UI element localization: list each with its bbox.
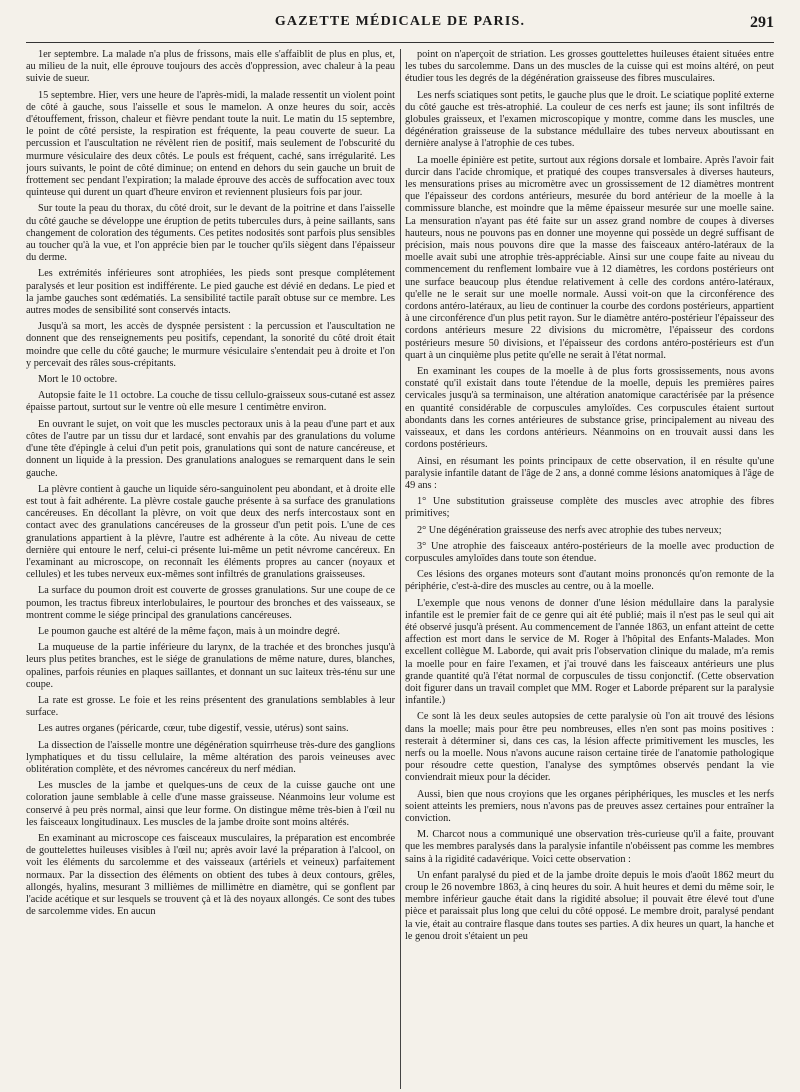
paragraph: La rate est grosse. Le foie et les reins présentent des granulations semblables à leur surface. xyxy=(26,694,395,719)
paragraph: 3° Une atrophie des faisceaux antéro-postérieurs de la moelle avec production de corpuscules amyloïdes dans toute son étendue. xyxy=(405,540,774,564)
paragraph: Ces lésions des organes moteurs sont d'autant moins prononcés qu'on remonte de la périphérie, c'est-à-dire des muscles au centre, ou à la moelle. xyxy=(405,569,774,593)
paragraph: Sur toute la peau du thorax, du côté droit, sur le devant de la poitrine et dans l'aisselle du côté gauche se développe une éruption de petits tubercules durs, à peine saillants, sans changement de coloration des téguments. Ces petites nodosités sont parfois plus sensibles au toucher qu'à la vue, et l'on apprécie bien par le toucher qu'ils siègent dans l'épaisseur du derme. xyxy=(26,203,395,264)
paragraph: Les nerfs sciatiques sont petits, le gauche plus que le droit. Le sciatique poplité externe du côté gauche est très-atrophié. La couleur de ces nerfs est jaune; ils sont infiltrés de globules graisseux, et l'examen microscopique y montre, comme dans les muscles, une dégénération graisseuse de la substance médullaire des tubes nerveux aboutissant en dernière analyse à l'atrophie de ces tubes. xyxy=(405,89,774,150)
paragraph: point on n'aperçoit de striation. Les grosses gouttelettes huileuses étaient situées entre les tubes du sarcolemme. Dans un des muscles de la cuisse qui est moins altéré, on peut étudier tous les degrés de la dégénération graisseuse des fibres musculaires. xyxy=(405,49,774,85)
page-header xyxy=(26,14,774,43)
journal-title: GAZETTE MÉDICALE DE PARIS. xyxy=(274,14,526,29)
paragraph: La moelle épinière est petite, surtout aux régions dorsale et lombaire. Après l'avoir fait durcir dans l'acide chromique, et pratiqué des coupes transversales à diverses hauteurs, les mensurations prises au micromètre avec un grossissement de 12 diamètres montrent que l'épaisseur des cordons antérieurs, mesurée du bord antérieur de la moelle à la commissure blanche, est moindre que la même épaisseur mesurée sur une moelle saine. La mensuration n'ayant pas été faite sur un assez grand nombre de coupes à diverses hauteurs, nous ne pouvons pas en donner une moyenne qui possède un degré suffisant de précision, mais nous pouvons dire que la masse des faisceaux antéro-latéraux de la moelle avait subi une atrophie très-appréciable. Ainsi sur une coupe faite au niveau du commencement du renflement lombaire vue à 12 diamètres, les cordons postérieurs ont une surface beaucoup plus étendue relativement à celle des cordons antéro-latéraux, qu'elle ne le serait sur une moelle normale. Aussi voit-on que la circonférence des cordons antéro-latéraux, au lieu de continuer la courbe des cordons postérieurs, appartient à une circonférence d'un plus petit rayon. Sur le diamètre antéro-postérieur l'épaisseur des cordons antérieurs mesure 22 divisions du micromètre, l'épaisseur des cordons postérieurs mesure 50 divisions, et l'épaisseur des cordons antéro-postérieurs est d'un quart à un cinquième plus petite qu'elle ne serait à l'état normal. xyxy=(405,154,774,361)
paragraph: La surface du poumon droit est couverte de grosses granulations. Sur une coupe de ce poumon, les tractus fibreux interlobulaires, le pourtour des bronches et des vaisseaux, se montrent comme le siége principal des granulations cancéreuses. xyxy=(26,585,395,621)
paragraph: Les muscles de la jambe et quelques-uns de ceux de la cuisse gauche ont une coloration jaune semblable à celle d'une masse graisseuse. Néanmoins leur volume est conservé à peu près normal, ainsi que leur forme. On distingue même très-bien à l'œil nu les faisceaux longitudinaux. Les muscles de la jambe droite sont moins altérés. xyxy=(26,780,395,828)
paragraph: 2° Une dégénération graisseuse des nerfs avec atrophie des tubes nerveux; xyxy=(417,524,722,536)
paragraph: Autopsie faite le 11 octobre. La couche de tissu cellulo-graisseux sous-cutané est assez épaisse partout, surtout sur le ventre où elle mesure 1 centimètre environ. xyxy=(26,390,395,414)
page-number: 291 xyxy=(750,14,774,31)
paragraph: Mort le 10 octobre. xyxy=(38,374,118,386)
paragraph: 15 septembre. Hier, vers une heure de l'après-midi, la malade ressentit un violent point de côté à gauche, sous l'aisselle et sous le mamelon. A onze heures du soir, accès d'étouffement, frisson, chaleur et fièvre pendant toute la nuit. Le matin du 15 septembre, le point de côté persiste, la respiration est fréquente, la peau couverte de sueur. La percussion et l'auscultation ne révèlent rien de positif, mais seulement de l'obscurité du murmure vésiculaire des deux côtés. Le pouls est fréquent, caché, sans irrégularité. Les jours suivants, le point de côté diminue; on entend en dehors du sein gauche un bruit de frottement sec pendant l'expiration; la malade éprouve des accès de suffocation avec toux quinteuse qui durent un quart d'heure environ et reviennent plusieurs fois par jour. xyxy=(26,89,395,199)
paragraph: 1° Une substitution graisseuse complète des muscles avec atrophie des fibres primitives; xyxy=(405,496,774,520)
paragraph: La dissection de l'aisselle montre une dégénération squirrheuse très-dure des ganglions lymphatiques et du tissu cellulaire, la même altération des parois veineuses avec oblitération complète, et des névromes cancéreux du nerf médian. xyxy=(26,739,395,775)
paragraph: Les autres organes (péricarde, cœur, tube digestif, vessie, utérus) sont sains. xyxy=(38,723,349,735)
paragraph: En examinant les coupes de la moelle à de plus forts grossissements, nous avons constaté qu'il existait dans toute l'étendue de la moelle, depuis les premières paires cervicales jusqu'à sa terminaison, une altération anatomique caractérisée par la présence en quantité considérable de corpuscules amyloïdes. Ces corpuscules étaient surtout abondants dans les cornes antérieures de substance grise, principalement au niveau des vaisseaux, et dans les cordons antérieurs. Néanmoins on en trouvait aussi dans les cordons postérieurs. xyxy=(405,366,774,451)
paragraph: Les extrémités inférieures sont atrophiées, les pieds sont presque complétement paralysés et leur position est indifférente. Le pied gauche est dévié en dedans. Le pied et la jambe gauches sont œdématiés. La sensibilité tactile paraît obtuse sur ce membre. Les autres modes de sensibilité sont conservés intacts. xyxy=(26,268,395,317)
paragraph: La muqueuse de la partie inférieure du larynx, de la trachée et des bronches jusqu'à leurs plus petites branches, est le siége de granulations de même nature, dures, blanches, opalines, parfois réunies en plaques saillantes, et donnant un suc laiteux très-ténu sur une coupe. xyxy=(26,642,395,690)
paragraph: La plèvre contient à gauche un liquide séro-sanguinolent peu abondant, et à droite elle est tout à fait adhérente. La plèvre costale gauche présente à sa surface des granulations cancéreuses. En décollant la plèvre, on voit que deux des nerfs intercostaux sont en contact avec des granulations cancéreuses de la grosseur d'un petit pois. L'une de ces granulations appartient à la plèvre, l'autre est adhérente à la côte. Au niveau de cette dernière qui entoure le nerf, celui-ci présente lui-même un petit névrome cancéreux. En l'examinant au microscope, on reconnaît les éléments propres au cancer (noyaux et cellules) et les tubes nerveux eux-mêmes sont infiltrés de granulations graisseuses. xyxy=(26,483,395,581)
paragraph: Aussi, bien que nous croyions que les organes périphériques, les muscles et les nerfs soient atteints les premiers, nous n'avons pas de preuves assez certaines pour entraîner la conviction. xyxy=(405,788,774,824)
right-column xyxy=(405,49,774,1089)
paragraph: En ouvrant le sujet, on voit que les muscles pectoraux unis à la peau d'une part et aux côtes de l'autre par un tissu dur et lardacé, sont envahis par des granulations du volume d'une tête d'épingle à celui d'un petit pois, granulations qui sont de nature cancéreuse, et donnent un liquide à la pression. Des granulations analogues se remarquent dans le sein gauche. xyxy=(26,418,395,479)
paragraph: Un enfant paralysé du pied et de la jambe droite depuis le mois d'août 1862 meurt du croup le 26 novembre 1863, à cinq heures du soir. A huit heures et demi du même soir, le membre inférieur gauche était dans la rigidité absolue; il pouvait être élevé tout d'une pièce et paraissait plus long que celui du côté opposé. Le membre droit, paralysé pendant la vie, était au contraire flasque dans toutes ses parties. A dix heures un quart, la hanche et le genou droit s'étaient un peu xyxy=(405,869,774,942)
paragraph: M. Charcot nous a communiqué une observation très-curieuse qu'il a faite, prouvant que les membres paralysés dans la paralysie infantile n'obéissent pas comme les membres sains à la rigidité cadavérique. Voici cette observation : xyxy=(405,829,774,865)
paragraph: Ainsi, en résumant les points principaux de cette observation, il en résulte qu'une paralysie infantile datant de l'âge de 2 ans, a donné comme lésions anatomiques à l'âge de 49 ans : xyxy=(405,455,774,491)
paragraph: Jusqu'à sa mort, les accès de dyspnée persistent : la percussion et l'auscultation ne donnent que des renseignements peu positifs, cependant, la sonorité du côté droit était moindre que celle du côté gauche; le murmure vésiculaire s'entendait peu à droite et l'on y percevait des râles sous-crépitants. xyxy=(26,321,395,369)
paragraph: Le poumon gauche est altéré de la même façon, mais à un moindre degré. xyxy=(38,625,340,637)
paragraph: En examinant au microscope ces faisceaux musculaires, la préparation est encombrée de gouttelettes huileuses visibles à l'œil nu; après avoir lavé la préparation à l'alcool, on voit les éléments du sarcolemme et des vaisseaux (artériels et veineux) parfaitement normaux. Par la dissection des éléments on obtient des tubes à deux contours, grêles, allongés, hyalins, mesurant 3 millièmes de millimètre en diamètre, qui se gonflent par l'acide acétique et sur lesquels se trouvent çà et là des noyaux allongés. Ce sont des tubes de sarcolemme vides. En aucun xyxy=(26,832,395,918)
paragraph: 1er septembre. La malade n'a plus de frissons, mais elle s'affaiblit de plus en plus, et, au milieu de la nuit, elle éprouve toujours des accès d'oppression, avec chaleur à la peau suivie de sueur. xyxy=(26,49,395,85)
paragraph: Ce sont là les deux seules autopsies de cette paralysie où l'on ait trouvé des lésions dans la moelle; mais pour être peu nombreuses, elles n'en sont pas moins positives : resterait à déterminer si, dans ces cas, la lésion affecte primitivement les muscles, les nerfs ou la moelle. Nous n'avons aucune raison certaine tirée de l'anatomie pathologique pour résoudre cette question, l'analyse des symptômes observés pendant la vie conviendrait mieux pour la décider. xyxy=(405,711,774,784)
text-columns xyxy=(26,49,774,1089)
paragraph: L'exemple que nous venons de donner d'une lésion médullaire dans la paralysie infantile est le premier fait de ce genre qui ait été publié; mais il n'est pas le seul qui ait été observé jusqu'à présent. Au commencement de l'année 1863, un enfant atteint de cette affection est mort dans le service de M. Roger à l'hôpital des Enfants-Malades. Mon excellent collègue M. Laborde, qui avait pris l'observation clinique du malade, m'a remis la moelle pour en faire l'examen, et j'ai trouvé dans les faisceaux antérieurs une plus grande quantité qu'à l'état normal de corpuscules de tissu conjonctif. (Cette observation doit figurer dans un travail complet que MM. Roger et Laborde préparent sur la paralysie infantile.) xyxy=(405,597,774,707)
left-column xyxy=(26,49,395,1089)
